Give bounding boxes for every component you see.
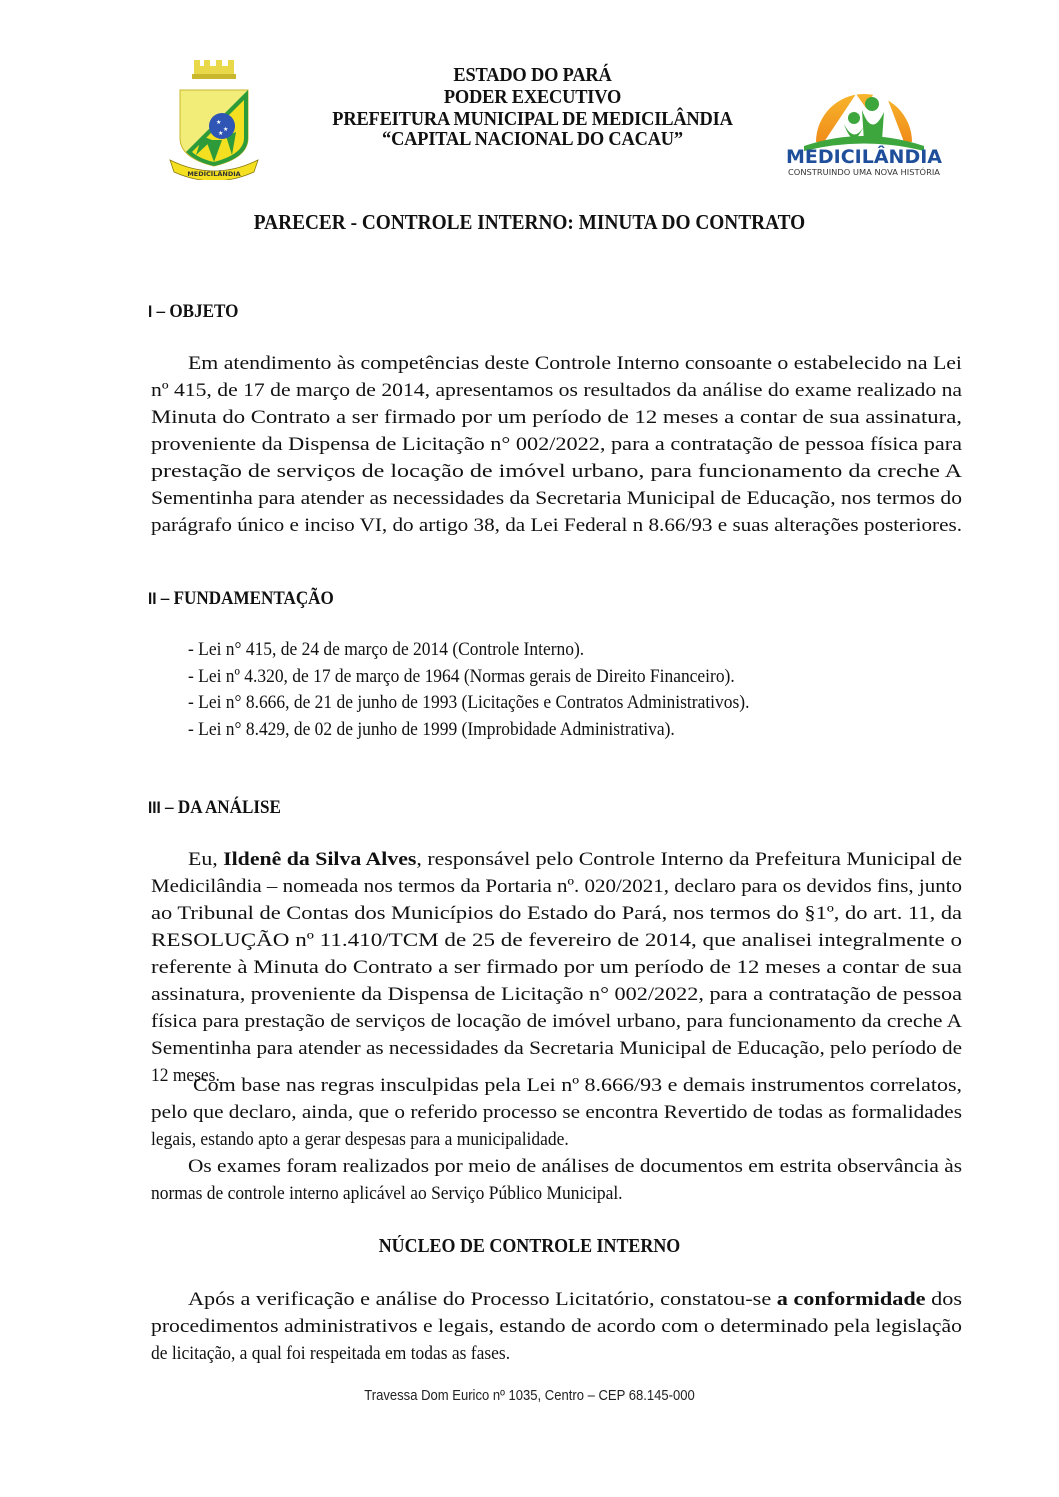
legal-basis-item: - Lei n° 8.429, de 02 de junho de 1999 (Improbidade Administrativa). [188, 718, 675, 740]
text-line: normas de controle interno aplicável ao Serviço Público Municipal. [151, 1183, 623, 1204]
section-heading-nucleo: NÚCLEO DE CONTROLE INTERNO [378, 1236, 681, 1257]
text-line: Em atendimento às competências deste Controle Interno consoante o estabelecido na Lei [188, 353, 962, 374]
legal-basis-list [188, 637, 812, 743]
letterhead-motto: “CAPITAL NACIONAL DO CACAU” [382, 128, 683, 150]
text-line: ao Tribunal de Contas dos Municípios do Estado do Pará, nos termos do §1º, do art. 11, da [151, 903, 962, 924]
text-fragment: dos [925, 1289, 962, 1310]
text-line: procedimentos administrativos e legais, estando de acordo com o determinado pela legislação [151, 1316, 963, 1337]
analyst-name: Ildenê da Silva Alves [223, 849, 417, 870]
text-line: referente à Minuta do Contrato a ser firmado por um período de 12 meses a contar de sua [151, 957, 962, 978]
text-line: Minuta do Contrato a ser firmado por um período de 12 meses a contar de sua assinatura, [151, 407, 962, 428]
text-line: Sementinha para atender as necessidades da Secretaria Municipal de Educação, nos termos do [151, 488, 962, 509]
section-numeral: III [148, 798, 161, 817]
text-line: nº 415, de 17 de março de 2014, apresentamos os resultados da análise do exame realizado na [151, 380, 962, 401]
section-numeral: I [148, 302, 153, 321]
letterhead-municipality: PREFEITURA MUNICIPAL DE MEDICILÂNDIA [332, 108, 733, 130]
letterhead-branch: PODER EXECUTIVO [443, 86, 622, 108]
text-line: legais, estando apto a gerar despesas para a municipalidade. [151, 1129, 569, 1150]
brand-logo-slogan: CONSTRUINDO UMA NOVA HISTÓRIA [788, 167, 940, 177]
text-line: pelo que declaro, ainda, que o referido processo se encontra Revertido de todas as formalidades [151, 1102, 962, 1123]
legal-basis-item: - Lei n° 415, de 24 de março de 2014 (Controle Interno). [188, 639, 585, 660]
text-line: prestação de serviços de locação de imóvel urbano, para funcionamento da creche A [151, 461, 962, 482]
footer-address: Travessa Dom Eurico nº 1035, Centro – CEP 68.145-000 [364, 1388, 695, 1404]
section-heading-text: – OBJETO [156, 301, 239, 322]
text-line: Sementinha para atender as necessidades da Secretaria Municipal de Educação, pelo período de [151, 1038, 962, 1059]
conformity-emphasis: a conformidade [776, 1289, 926, 1310]
svg-text:★: ★ [223, 126, 229, 133]
text-line: RESOLUÇÃO nº 11.410/TCM de 25 de fevereiro de 2014, que analisei integralmente o [151, 930, 962, 951]
municipal-coat-of-arms-icon [166, 60, 262, 180]
legal-basis-item: - Lei n° 8.666, de 21 de junho de 1993 (Licitações e Contratos Administrativos). [188, 692, 750, 713]
svg-text:★: ★ [216, 119, 222, 126]
paragraph-objeto [151, 350, 962, 539]
text-line: física para prestação de serviços de locação de imóvel urbano, para funcionamento da creche A [151, 1011, 962, 1032]
paragraph-analise-basis [151, 1072, 962, 1153]
brand-logo-name: MEDICILÂNDIA [786, 146, 942, 168]
legal-basis-item: - Lei nº 4.320, de 17 de março de 1964 (Normas gerais de Direito Financeiro). [188, 665, 735, 687]
text-line: 12 meses. [151, 1065, 220, 1086]
letterhead-state: ESTADO DO PARÁ [453, 64, 612, 86]
text-line: assinatura, proveniente da Dispensa de Licitação n° 002/2022, para a contratação de pessoa [151, 984, 962, 1005]
text-fragment: , responsável pelo Controle Interno da Prefeitura Municipal de [416, 849, 962, 870]
section-heading-text: – FUNDAMENTAÇÃO [160, 588, 334, 609]
section-heading-analise [148, 797, 281, 819]
text-line [151, 1286, 962, 1313]
section-heading-fundamentacao [148, 588, 334, 610]
crest-ribbon-text: MEDICILÂNDIA [187, 170, 241, 178]
document-title: PARECER - CONTROLE INTERNO: MINUTA DO CONTRATO [253, 210, 806, 234]
text-line: Com base nas regras insculpidas pela Lei nº 8.666/93 e demais instrumentos correlatos, [193, 1075, 963, 1096]
text-line: Os exames foram realizados por meio de análises de documentos em estrita observância às [188, 1156, 962, 1177]
paragraph-nucleo-conclusion [151, 1286, 962, 1367]
letterhead [291, 64, 774, 148]
paragraph-analise-declaration [151, 846, 962, 1089]
section-heading-text: – DA ANÁLISE [165, 797, 281, 818]
text-line: de licitação, a qual foi respeitada em todas as fases. [151, 1343, 511, 1364]
section-numeral: II [148, 589, 157, 608]
text-line [151, 846, 962, 873]
text-fragment: Após a verificação e análise do Processo Licitatório, constatou-se [188, 1289, 777, 1310]
medicilandia-brand-logo [764, 56, 964, 180]
text-line: Medicilândia – nomeada nos termos da Portaria nº. 020/2021, declaro para os devidos fins, junto [151, 876, 963, 897]
svg-text:★: ★ [218, 130, 224, 137]
paragraph-analise-exams [151, 1153, 962, 1207]
text-line: parágrafo único e inciso VI, do artigo 38, da Lei Federal n 8.66/93 e suas alterações posteriores. [151, 515, 962, 536]
section-heading-objeto [148, 301, 238, 323]
text-line: proveniente da Dispensa de Licitação n° 002/2022, para a contratação de pessoa física para [151, 434, 962, 455]
text-fragment: Eu, [188, 849, 224, 870]
